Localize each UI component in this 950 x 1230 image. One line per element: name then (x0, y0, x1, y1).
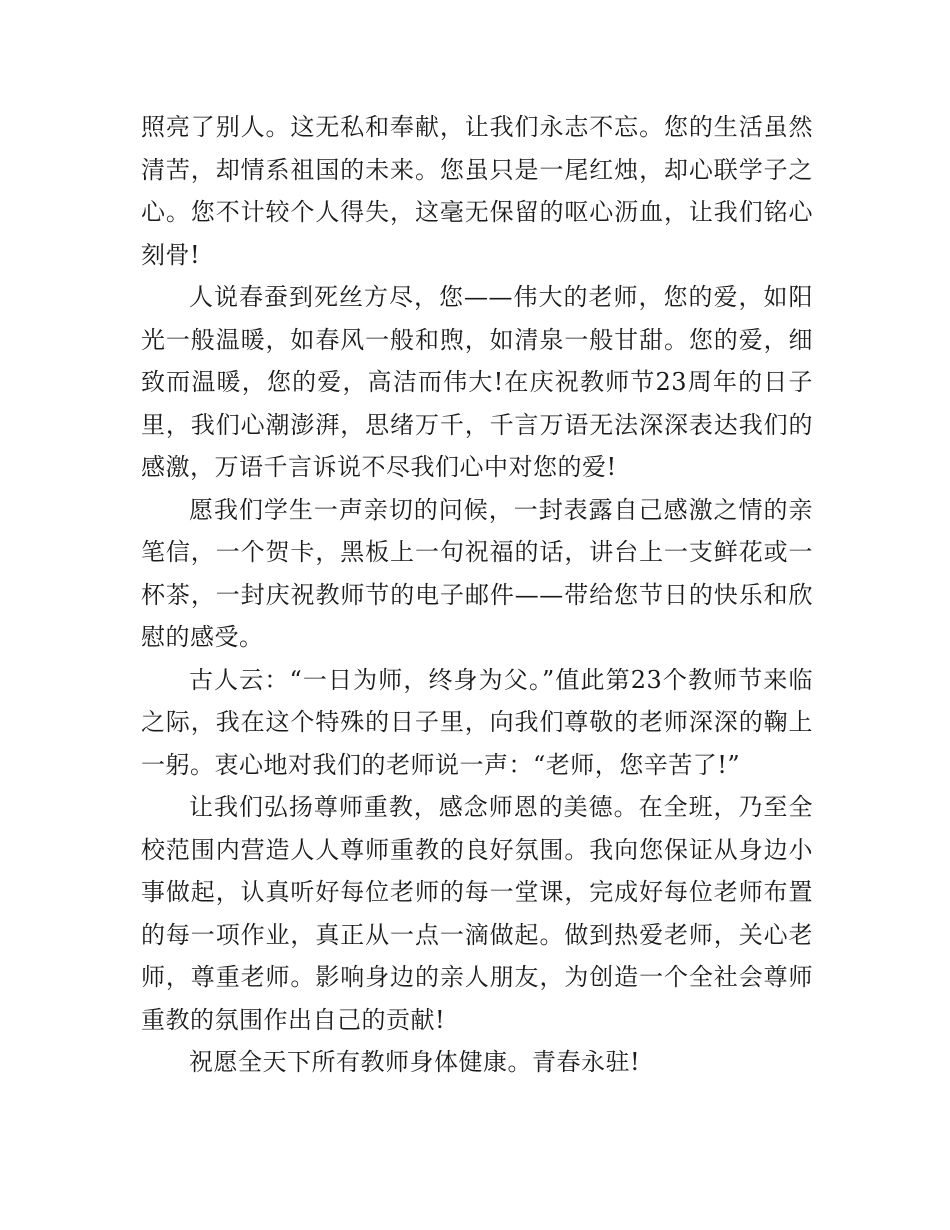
paragraph-2: 人说春蚕到死丝方尽，您——伟大的老师，您的爱，如阳光一般温暖，如春风一般和煦，如清泉一般甘甜。您的爱，细致而温暖，您的爱，高洁而伟大!在庆祝教师节23周年的日子里，我们心潮澎湃，思绪万千，千言万语无法深深表达我们的感激，万语千言诉说不尽我们心中对您的爱! (141, 283, 813, 481)
document-body (141, 106, 813, 1084)
paragraph-5: 让我们弘扬尊师重教，感念师恩的美德。在全班，乃至全校范围内营造人人尊师重教的良好氛围。我向您保证从身边小事做起，认真听好每位老师的每一堂课，完成好每位老师布置的每一项作业，真正从一点一滴做起。做到热爱老师，关心老师，尊重老师。影响身边的亲人朋友，为创造一个全社会尊师重教的氛围作出自己的贡献! (141, 793, 813, 1034)
paragraph-6: 祝愿全天下所有教师身体健康。青春永驻! (189, 1048, 641, 1076)
paragraph-4: 古人云：“一日为师，终身为父。”值此第23个教师节来临之际，我在这个特殊的日子里，向我们尊敬的老师深深的鞠上一躬。衷心地对我们的老师说一声：“老师，您辛苦了!” (141, 665, 813, 779)
paragraph-3: 愿我们学生一声亲切的问候，一封表露自己感激之情的亲笔信，一个贺卡，黑板上一句祝福的话，讲台上一支鲜花或一杯茶，一封庆祝教师节的电子邮件——带给您节日的快乐和欣慰的感受。 (141, 495, 813, 651)
paragraph-1: 照亮了别人。这无私和奉献，让我们永志不忘。您的生活虽然清苦，却情系祖国的未来。您虽只是一尾红烛，却心联学子之心。您不计较个人得失，这毫无保留的呕心沥血，让我们铭心刻骨! (141, 113, 813, 269)
